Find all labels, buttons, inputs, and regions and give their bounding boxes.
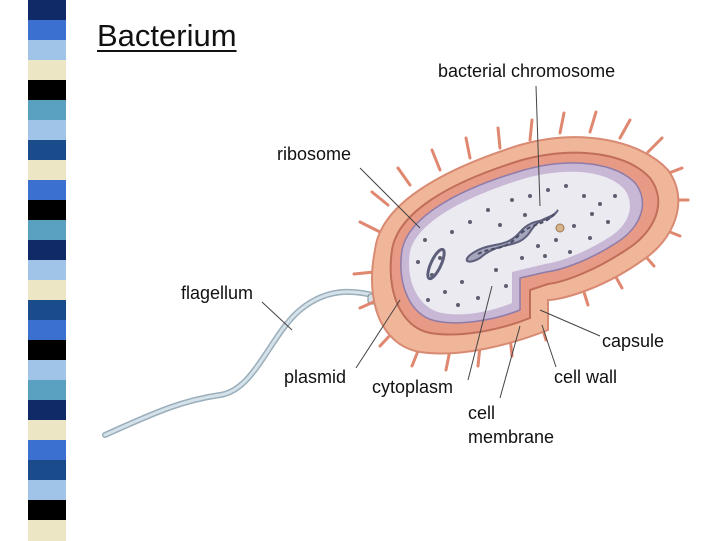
ribosome-dot — [590, 212, 594, 216]
label-cell-wall: cell wall — [554, 367, 618, 387]
flagellum-shape — [105, 292, 390, 435]
ribosome-dot — [564, 184, 568, 188]
ribosome-dot — [543, 254, 547, 258]
pilus — [590, 112, 596, 132]
ribosome-dot — [613, 194, 617, 198]
ribosome-dot — [498, 223, 502, 227]
ribosome-dot — [536, 244, 540, 248]
pilus — [648, 138, 662, 152]
pilus — [354, 272, 374, 274]
slide-title: Bacterium — [97, 18, 237, 53]
ribosome-dot — [450, 230, 454, 234]
ribosome-dot — [554, 238, 558, 242]
ribosome-dot — [546, 188, 550, 192]
ribosome-dot — [456, 303, 460, 307]
ribosome-dot — [568, 250, 572, 254]
pilus — [432, 150, 440, 170]
ribosome-dot — [494, 268, 498, 272]
label-cell-membrane-line2: membrane — [468, 427, 555, 447]
ribosome-dot — [476, 296, 480, 300]
ribosome-dot — [510, 198, 514, 202]
pilus — [560, 113, 564, 133]
label-ribosome: ribosome — [277, 144, 352, 164]
ribosome-dot — [423, 238, 427, 242]
ribosome-dot — [520, 256, 524, 260]
label-cell-membrane-line1: cell — [468, 403, 496, 423]
ribosome-dot — [504, 284, 508, 288]
pilus — [498, 128, 500, 148]
ribosome-dot — [468, 220, 472, 224]
ribosome-dot — [486, 208, 490, 212]
pilus — [620, 120, 630, 138]
ribosome-dot — [606, 220, 610, 224]
ribosome-dot — [460, 280, 464, 284]
ribosome-dot — [598, 202, 602, 206]
ribosome-dot — [426, 298, 430, 302]
ribosome-dot — [582, 194, 586, 198]
pilus — [466, 138, 470, 158]
pilus — [530, 120, 532, 140]
pilus — [360, 222, 380, 232]
label-cytoplasm: cytoplasm — [372, 377, 454, 397]
ribosome-dot — [528, 194, 532, 198]
label-capsule: capsule — [602, 331, 665, 351]
ribosome-dot — [588, 236, 592, 240]
ribosome-dot — [443, 290, 447, 294]
ribosome-dot — [438, 256, 442, 260]
pilus — [398, 168, 410, 185]
label-flagellum: flagellum — [181, 283, 254, 303]
ribosome-dot — [572, 224, 576, 228]
ribosome-dot — [523, 213, 527, 217]
ribosome-dot — [416, 260, 420, 264]
label-bacterial-chromosome: bacterial chromosome — [438, 61, 616, 81]
label-plasmid: plasmid — [284, 367, 347, 387]
